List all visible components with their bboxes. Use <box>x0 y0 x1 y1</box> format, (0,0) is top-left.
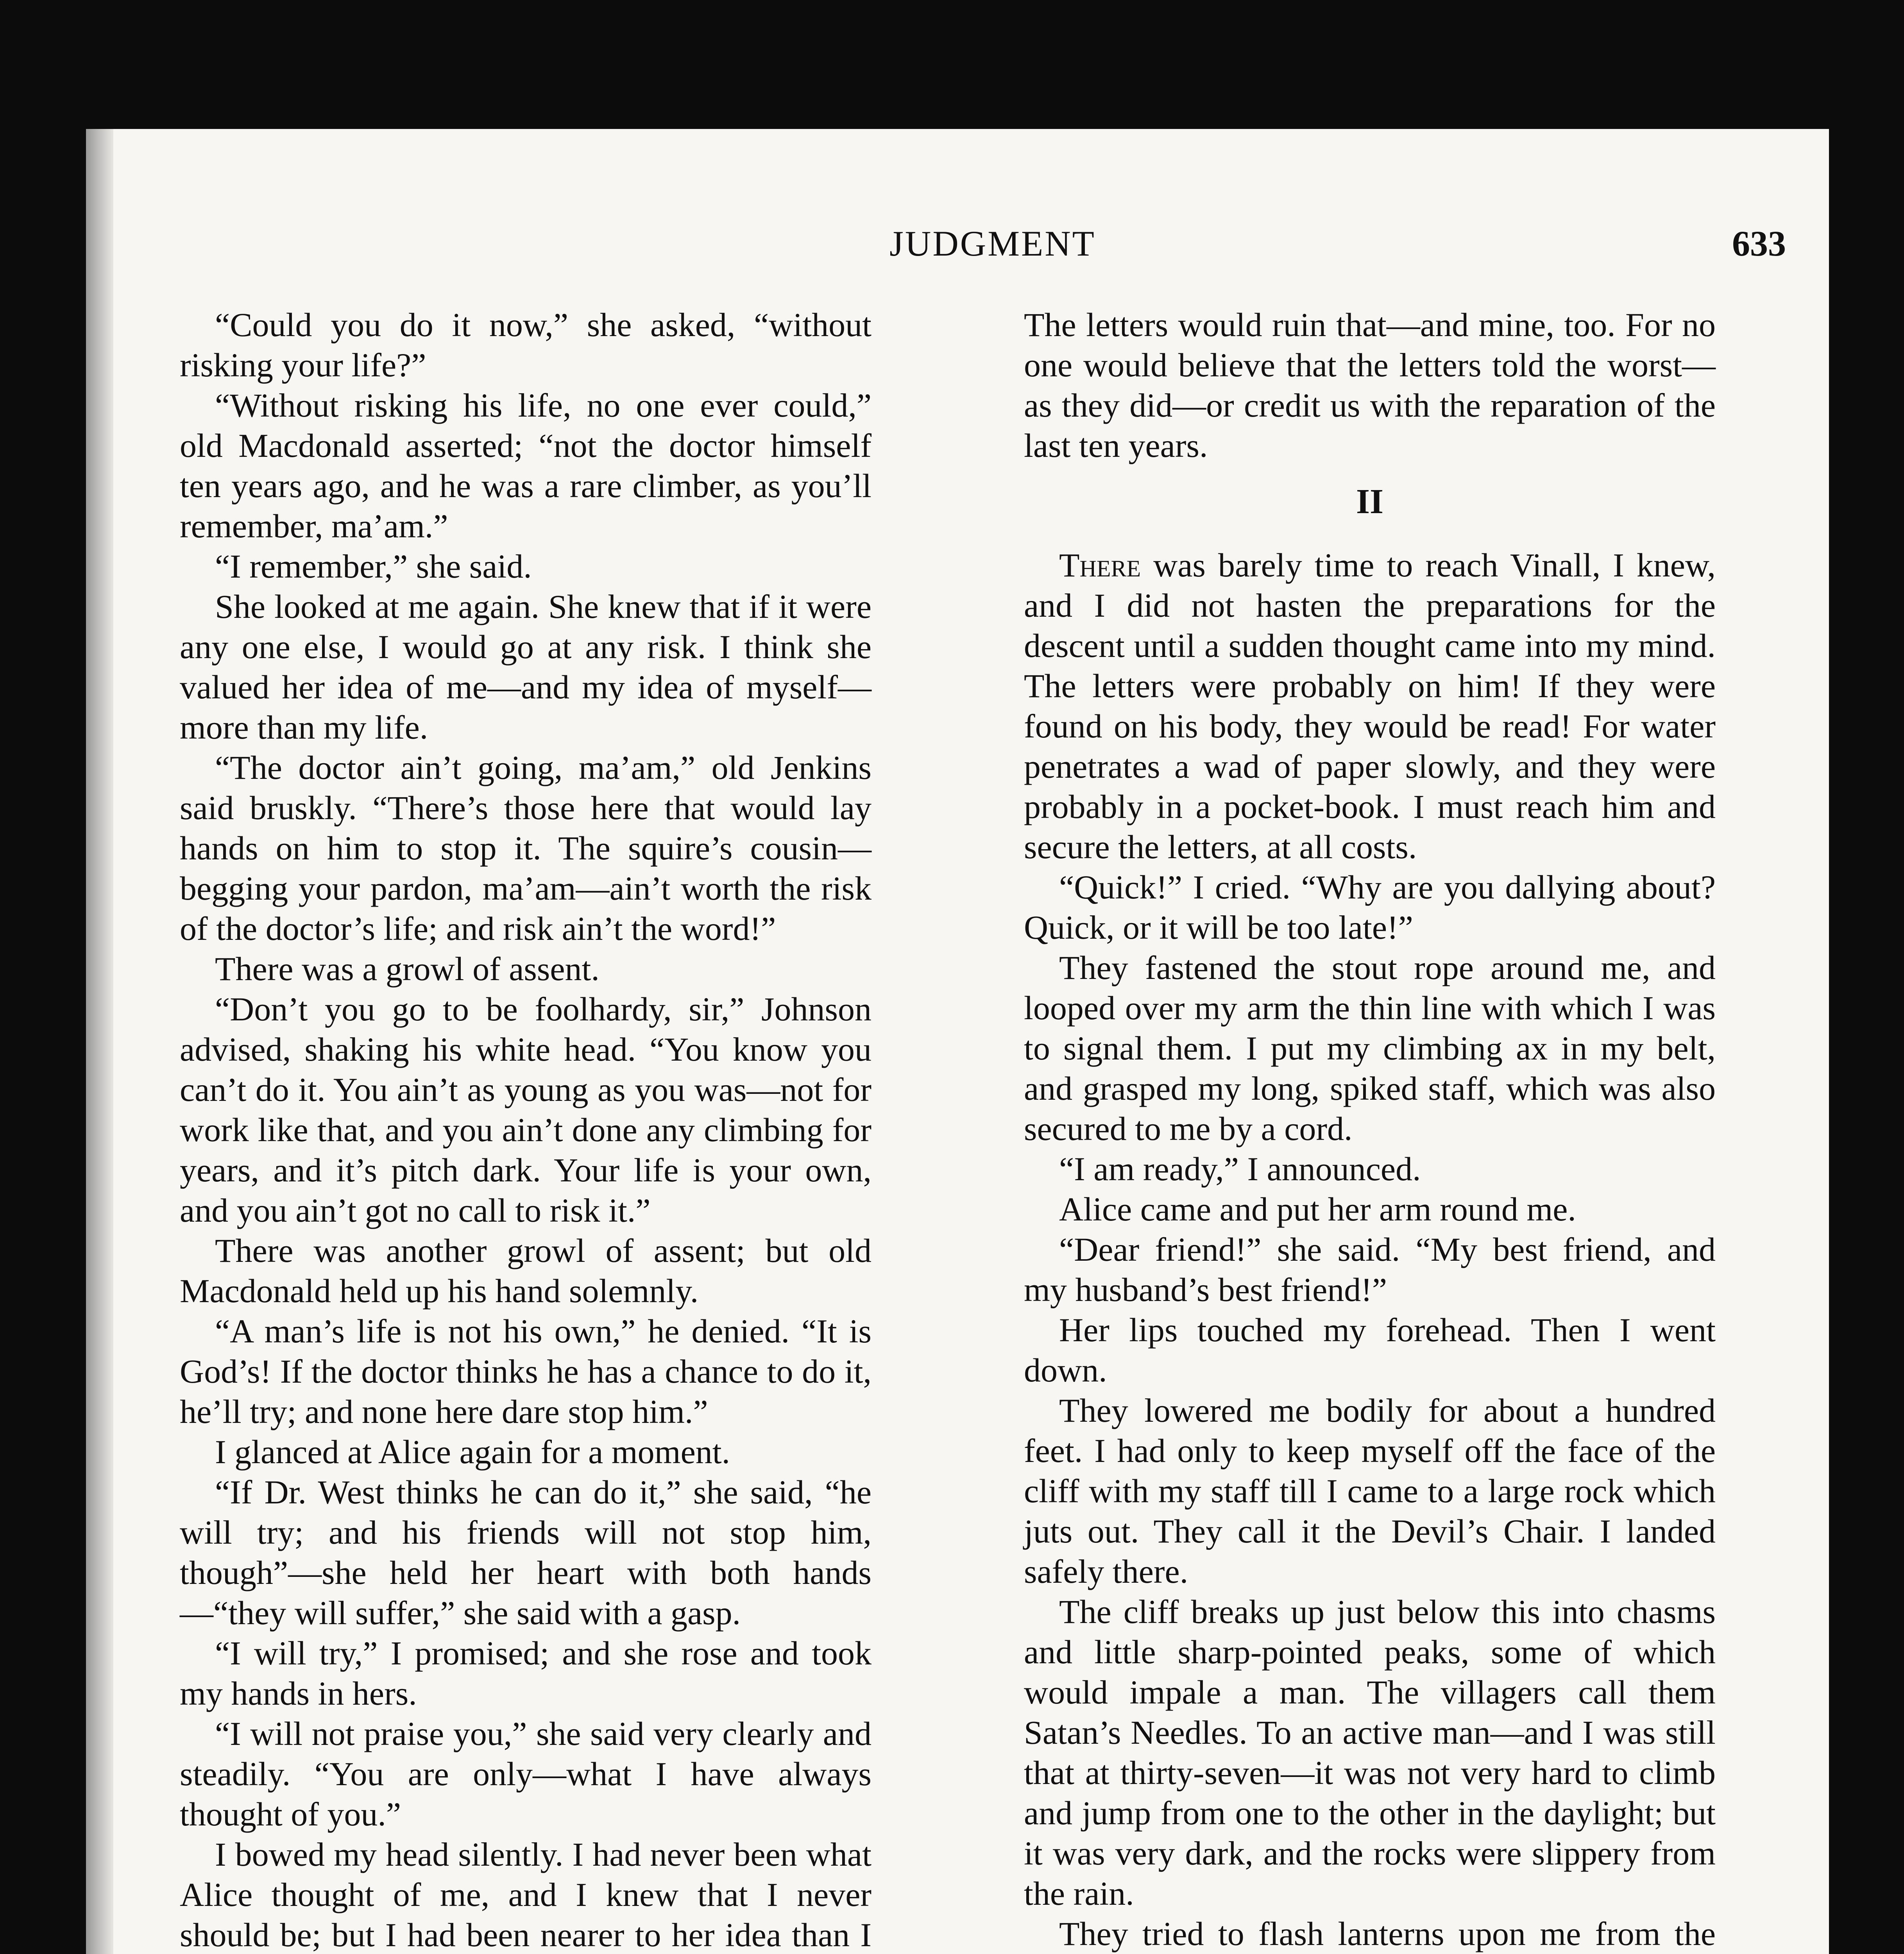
paragraph: “Could you do it now,” she asked, “without risking your life?” <box>180 306 871 384</box>
paragraph: I bowed my head silently. I had never been what Alice thought of me, and I knew that I never should be; but I had been nearer to her idea than I <box>180 1836 871 1954</box>
paragraph: “A man’s life is not his own,” he denied. “It is God’s! If the doctor thinks he has a chance to do it, he’ll try; and none here dare stop him.” <box>180 1312 871 1430</box>
paragraph: “I remember,” she said. <box>215 548 532 585</box>
running-head: JUDGMENT <box>889 224 1096 263</box>
paragraph: There was a growl of assent. <box>215 950 599 988</box>
paragraph: “The doctor ain’t going, ma’am,” old Jenkins said bruskly. “There’s those here that would lay hands on him to stop it. The squire’s cousin—begging your pardon, ma’am—ain’t worth the risk of the doctor’s life; and risk ain’t the word!” <box>180 749 871 947</box>
opening-text: was barely time to reach Vinall, I knew, and I did not hasten the preparations for the descent until a sudden thought came into my mind. The letters were probably on him! If they were found on his body, they would be read! For water penetrates a wad of paper slowly, and they were probably in a pocket-book. I must reach him and secure the letters, at all costs. <box>1024 546 1716 866</box>
paragraph: Her lips touched my forehead. Then I went down. <box>1024 1311 1716 1389</box>
paragraph: “I will try,” I promised; and she rose and took my hands in hers. <box>180 1634 871 1712</box>
paragraph: “I am ready,” I announced. <box>1059 1150 1421 1188</box>
continued-paragraph: The letters would ruin that—and mine, too. For no one would believe that the letters told the worst—as they did—or credit us with the reparation of the last ten years. <box>1024 306 1716 464</box>
paragraph: “Dear friend!” she said. “My best friend, and my husband’s best friend!” <box>1024 1231 1716 1308</box>
page-gutter-edge <box>86 129 113 1954</box>
lead-word: There <box>1059 546 1141 584</box>
paragraph: “Without risking his life, no one ever could,” old Macdonald asserted; “not the doctor himself ten years ago, and he was a rare climber, as you’ll remember, ma’am.” <box>180 387 871 545</box>
paragraph: They fastened the stout rope around me, and looped over my arm the thin line with which I was to signal them. I put my climbing ax in my belt, and grasped my long, spiked staff, which was also secured to me by a cord. <box>1024 949 1716 1147</box>
paragraph: Alice came and put her arm round me. <box>1059 1190 1576 1228</box>
paragraph: She looked at me again. She knew that if it were any one else, I would go at any risk. I think she valued her idea of me—and my idea of myself—more than my life. <box>180 588 871 746</box>
magazine-page <box>86 129 1829 1954</box>
paragraph: There was another growl of assent; but old Macdonald held up his hand solemnly. <box>180 1232 871 1310</box>
right-text-column <box>1024 305 1716 1954</box>
paragraph: I glanced at Alice again for a moment. <box>215 1433 730 1471</box>
paragraph: “I will not praise you,” she said very clearly and steadily. “You are only—what I have always thought of you.” <box>180 1715 871 1833</box>
paragraph: “Don’t you go to be foolhardy, sir,” Johnson advised, shaking his white head. “You know you can’t do it. You ain’t as young as you was—not for work like that, and you ain’t done any climbing for years, and it’s pitch dark. Your life is your own, and you ain’t got no call to risk it.” <box>180 990 871 1229</box>
section-number: II <box>1356 482 1384 521</box>
section-opening-paragraph <box>1024 545 1716 867</box>
paragraph: “If Dr. West thinks he can do it,” she said, “he will try; and his friends will not stop him, though”—she held her heart with both hands—“they will suffer,” she said with a gasp. <box>180 1473 871 1632</box>
paragraph: The cliff breaks up just below this into chasms and little sharp-pointed peaks, some of which would impale a man. The villagers call them Satan’s Needles. To an active man—and I was still that at thirty-seven—it was not very hard to climb and jump from one to the other in the daylight; but it was very dark, and the rocks were slippery from the rain. <box>1024 1593 1716 1912</box>
page-number: 633 <box>1732 224 1786 263</box>
paragraph: They lowered me bodily for about a hundred feet. I had only to keep myself off the face of the cliff with my staff till I came to a large rock which juts out. They call it the Devil’s Chair. I landed safely there. <box>1024 1392 1716 1590</box>
paragraph: “Quick!” I cried. “Why are you dallying about? Quick, or it will be too late!” <box>1024 868 1716 946</box>
paragraph: They tried to flash lanterns upon me from the <box>1059 1915 1716 1952</box>
left-text-column <box>180 305 871 1954</box>
